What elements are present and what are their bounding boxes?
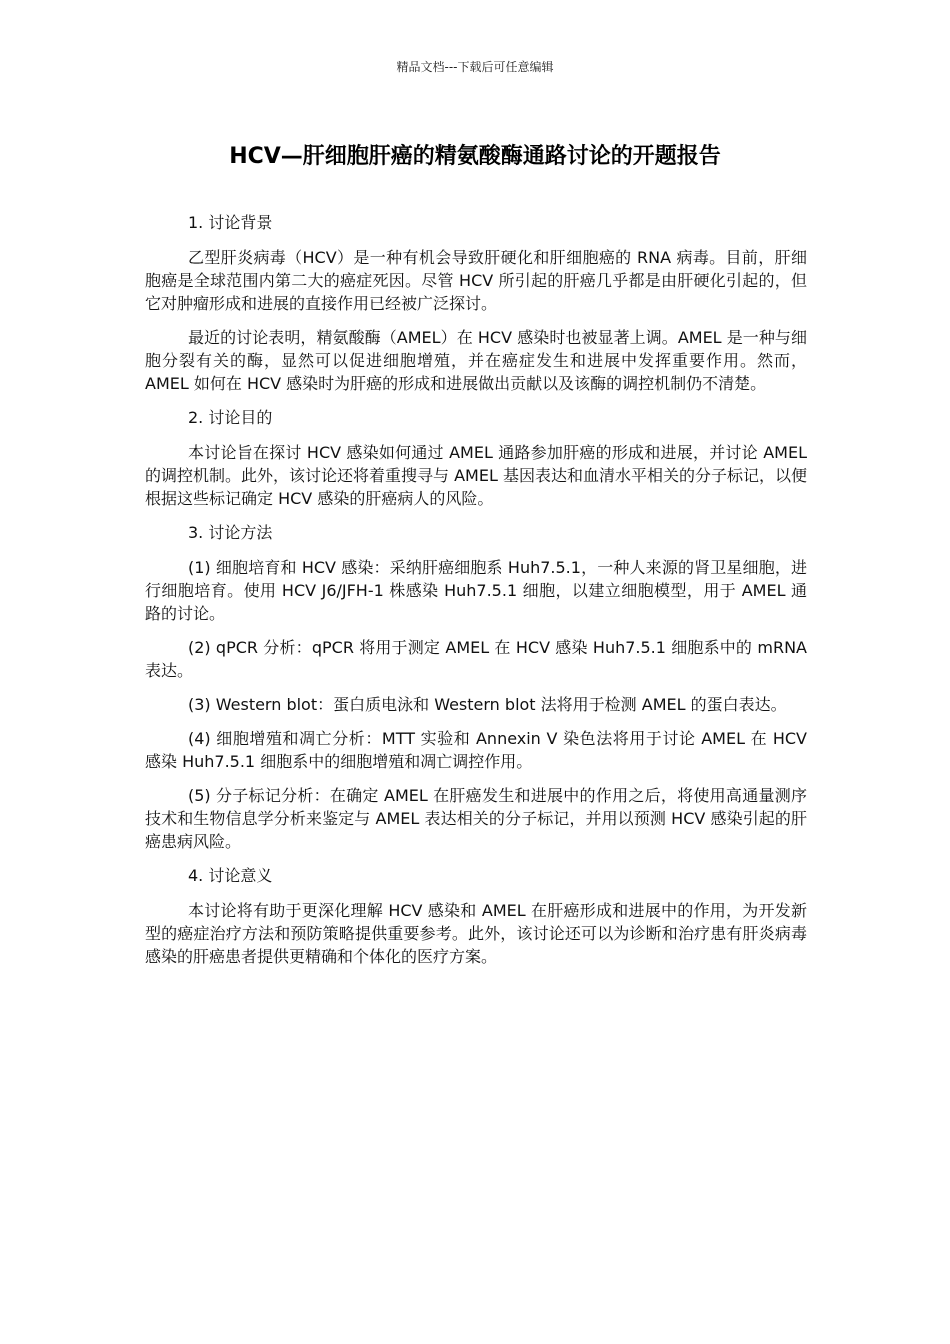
paragraph: (4) 细胞增殖和凋亡分析：MTT 实验和 Annexin V 染色法将用于讨论 AMEL 在 HCV 感染 Huh7.5.1 细胞系中的细胞增殖和凋亡调控作用。 [145,729,807,771]
paragraph: (3) Western blot：蛋白质电泳和 Western blot 法将用于检测 AMEL 的蛋白表达。 [188,695,787,714]
paragraph: 最近的讨论表明，精氨酸酶（AMEL）在 HCV 感染时也被显著上调。AMEL 是一种与细胞分裂有关的酶，显然可以促进细胞增殖，并在癌症发生和进展中发挥重要作用。然而，AMEL 如何在 HCV 感染时为肝癌的形成和进展做出贡献以及该酶的调控机制仍不清楚。 [145,328,807,393]
paragraph: 乙型肝炎病毒（HCV）是一种有机会导致肝硬化和肝细胞癌的 RNA 病毒。目前，肝细胞癌是全球范围内第二大的癌症死因。尽管 HCV 所引起的肝癌几乎都是由肝硬化引起的，但它对肿瘤形成和进展的直接作用已经被广泛探讨。 [145,248,807,313]
document-title: HCV—肝细胞肝癌的精氨酸酶通路讨论的开题报告 [229,144,721,169]
paragraph: (1) 细胞培育和 HCV 感染：采纳肝癌细胞系 Huh7.5.1，一种人来源的肾卫星细胞，进行细胞培育。使用 HCV J6/JFH-1 株感染 Huh7.5.1 细胞，以建立细胞模型，用于 AMEL 通路的讨论。 [145,558,807,623]
document-body [145,211,807,979]
paragraph: 本讨论旨在探讨 HCV 感染如何通过 AMEL 通路参加肝癌的形成和进展，并讨论 AMEL 的调控机制。此外，该讨论还将着重搜寻与 AMEL 基因表达和血清水平相关的分子标记，以便根据这些标记确定 HCV 感染的肝癌病人的风险。 [145,443,807,508]
paragraph: 本讨论将有助于更深化理解 HCV 感染和 AMEL 在肝癌形成和进展中的作用，为开发新型的癌症治疗方法和预防策略提供重要参考。此外，该讨论还可以为诊断和治疗患有肝炎病毒感染的肝癌患者提供更精确和个体化的医疗方案。 [145,901,807,966]
section-heading: 4. 讨论意义 [188,866,273,885]
section-heading: 2. 讨论目的 [188,408,273,427]
section-heading: 1. 讨论背景 [188,213,273,232]
header-note: 精品文档---下载后可任意编辑 [396,60,554,74]
section-heading: 3. 讨论方法 [188,523,273,542]
paragraph: (2) qPCR 分析：qPCR 将用于测定 AMEL 在 HCV 感染 Huh7.5.1 细胞系中的 mRNA 表达。 [145,638,807,680]
paragraph: (5) 分子标记分析：在确定 AMEL 在肝癌发生和进展中的作用之后，将使用高通量测序技术和生物信息学分析来鉴定与 AMEL 表达相关的分子标记，并用以预测 HCV 感染引起的肝癌患病风险。 [145,786,807,851]
